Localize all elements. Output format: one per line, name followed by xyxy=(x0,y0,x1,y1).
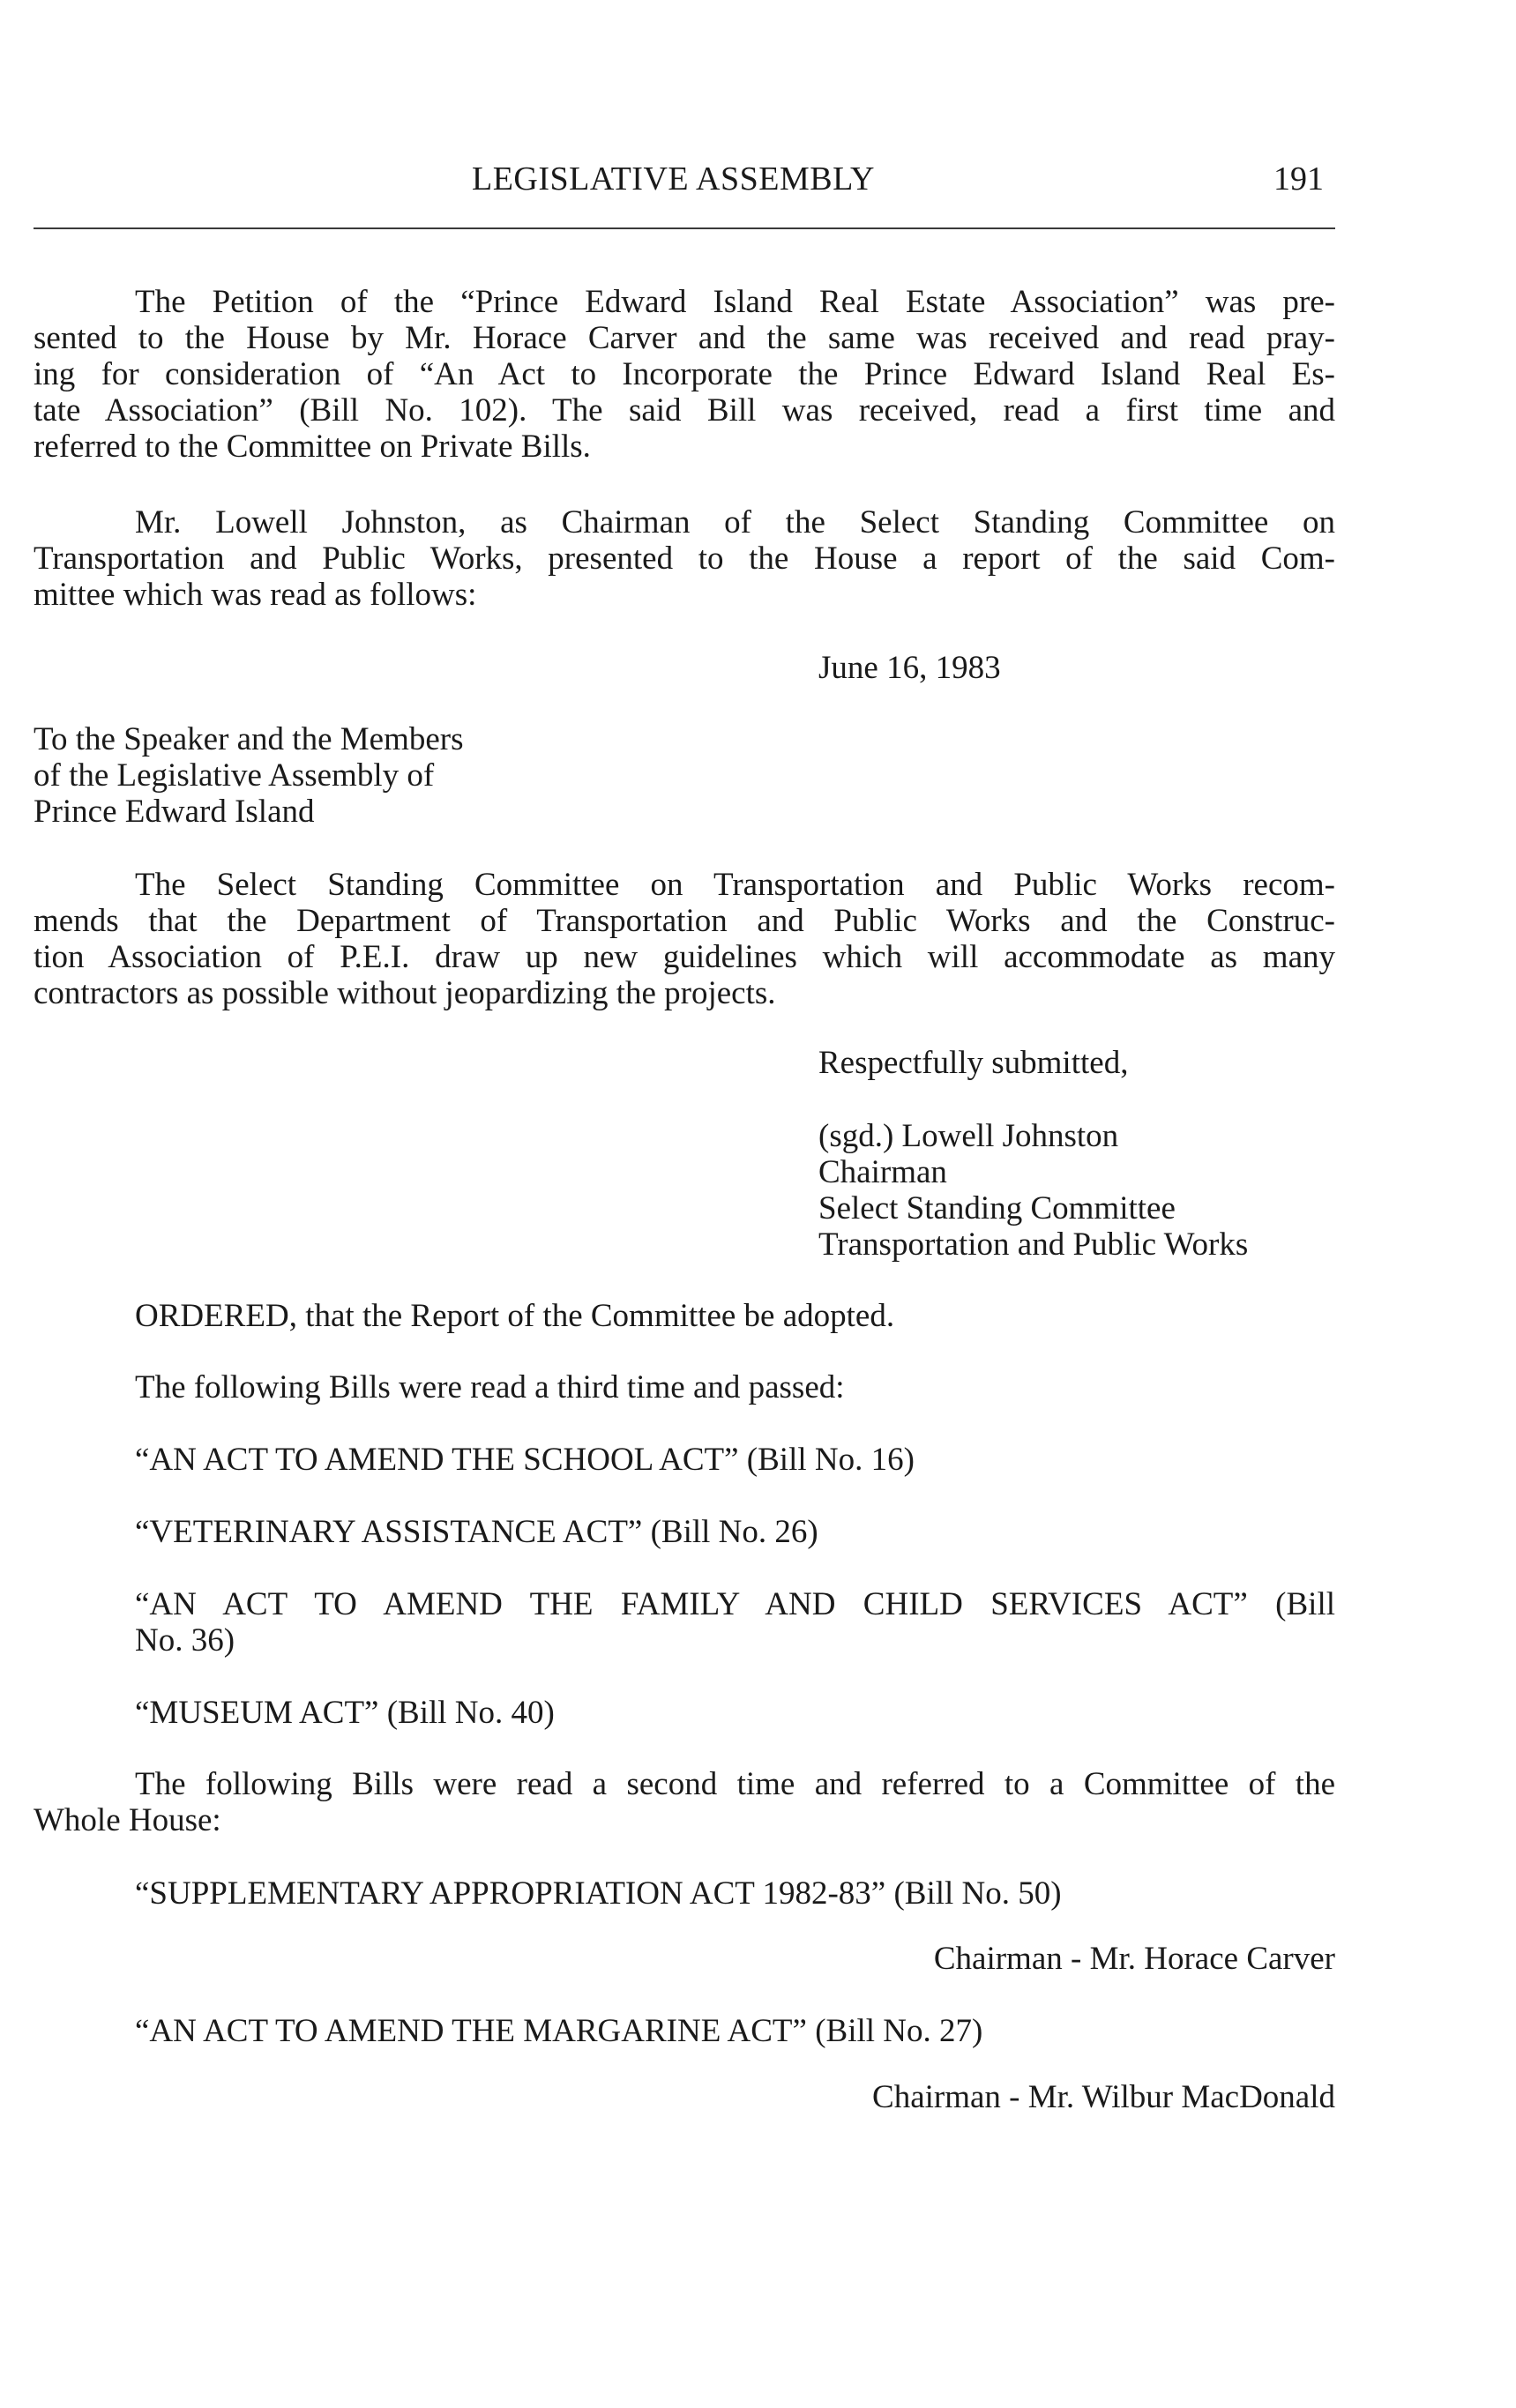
page-number: 191 xyxy=(1273,160,1324,198)
second-reading-intro xyxy=(34,1766,1335,1838)
paragraph-line: tion Association of P.E.I. draw up new guidelines which will accommodate as many xyxy=(34,939,1335,975)
bill-entry: “AN ACT TO AMEND THE SCHOOL ACT” (Bill No. 16) xyxy=(135,1442,915,1478)
signature-line: Select Standing Committee xyxy=(818,1190,1176,1226)
bill-chairman: Chairman - Mr. Horace Carver xyxy=(933,1941,1335,1977)
header-rule xyxy=(34,227,1335,229)
bill-entry: “AN ACT TO AMEND THE MARGARINE ACT” (Bill No. 27) xyxy=(135,2013,983,2049)
report-body xyxy=(34,867,1335,1011)
paragraph-line: mends that the Department of Transportation and Public Works and the Construc- xyxy=(34,903,1335,939)
report-address xyxy=(34,721,1335,830)
address-line: Prince Edward Island xyxy=(34,794,315,830)
bill-entry xyxy=(135,1586,1335,1659)
paragraph-line: Transportation and Public Works, presented to the House a report of the said Com- xyxy=(34,540,1335,577)
signature-line: (sgd.) Lowell Johnston xyxy=(818,1118,1119,1154)
paragraph-line: ing for consideration of “An Act to Incorporate the Prince Edward Island Real Es- xyxy=(34,356,1335,392)
signature-line: Transportation and Public Works xyxy=(818,1226,1249,1263)
bill-entry-line: “AN ACT TO AMEND THE FAMILY AND CHILD SERVICES ACT” (Bill xyxy=(135,1586,1335,1622)
running-header-title: LEGISLATIVE ASSEMBLY xyxy=(472,160,875,198)
bill-entry: “VETERINARY ASSISTANCE ACT” (Bill No. 26) xyxy=(135,1514,818,1550)
address-line: of the Legislative Assembly of xyxy=(34,757,435,794)
signature-block xyxy=(818,1118,1248,1263)
signature-line: Chairman xyxy=(818,1154,947,1190)
bill-entry-line: No. 36) xyxy=(135,1622,235,1659)
report-date: June 16, 1983 xyxy=(818,650,1001,686)
report-closing: Respectfully submitted, xyxy=(818,1045,1129,1081)
paragraph-line: The Petition of the “Prince Edward Island Real Estate Association” was pre- xyxy=(135,284,1335,320)
paragraph-line: Mr. Lowell Johnston, as Chairman of the Select Standing Committee on xyxy=(135,504,1335,540)
bill-chairman: Chairman - Mr. Wilbur MacDonald xyxy=(872,2079,1335,2115)
paragraph-line: Whole House: xyxy=(34,1802,221,1838)
paragraph-line: sented to the House by Mr. Horace Carver and the same was received and read pray- xyxy=(34,320,1335,356)
ordered-statement: ORDERED, that the Report of the Committee be adopted. xyxy=(135,1298,895,1334)
paragraph-line: contractors as possible without jeopardizing the projects. xyxy=(34,975,776,1011)
committee-intro-paragraph xyxy=(34,504,1335,613)
paragraph-line: The Select Standing Committee on Transportation and Public Works recom- xyxy=(135,867,1335,903)
paragraph-line: The following Bills were read a second time and referred to a Committee of the xyxy=(135,1766,1335,1802)
paragraph-line: mittee which was read as follows: xyxy=(34,577,477,613)
bill-entry: “SUPPLEMENTARY APPROPRIATION ACT 1982-83” (Bill No. 50) xyxy=(135,1875,1062,1912)
petition-paragraph xyxy=(34,284,1335,465)
paragraph-line: referred to the Committee on Private Bills. xyxy=(34,429,591,465)
paragraph-line: tate Association” (Bill No. 102). The said Bill was received, read a first time and xyxy=(34,392,1335,429)
third-reading-intro: The following Bills were read a third time and passed: xyxy=(135,1369,845,1405)
address-line: To the Speaker and the Members xyxy=(34,721,464,757)
bill-entry: “MUSEUM ACT” (Bill No. 40) xyxy=(135,1695,555,1731)
